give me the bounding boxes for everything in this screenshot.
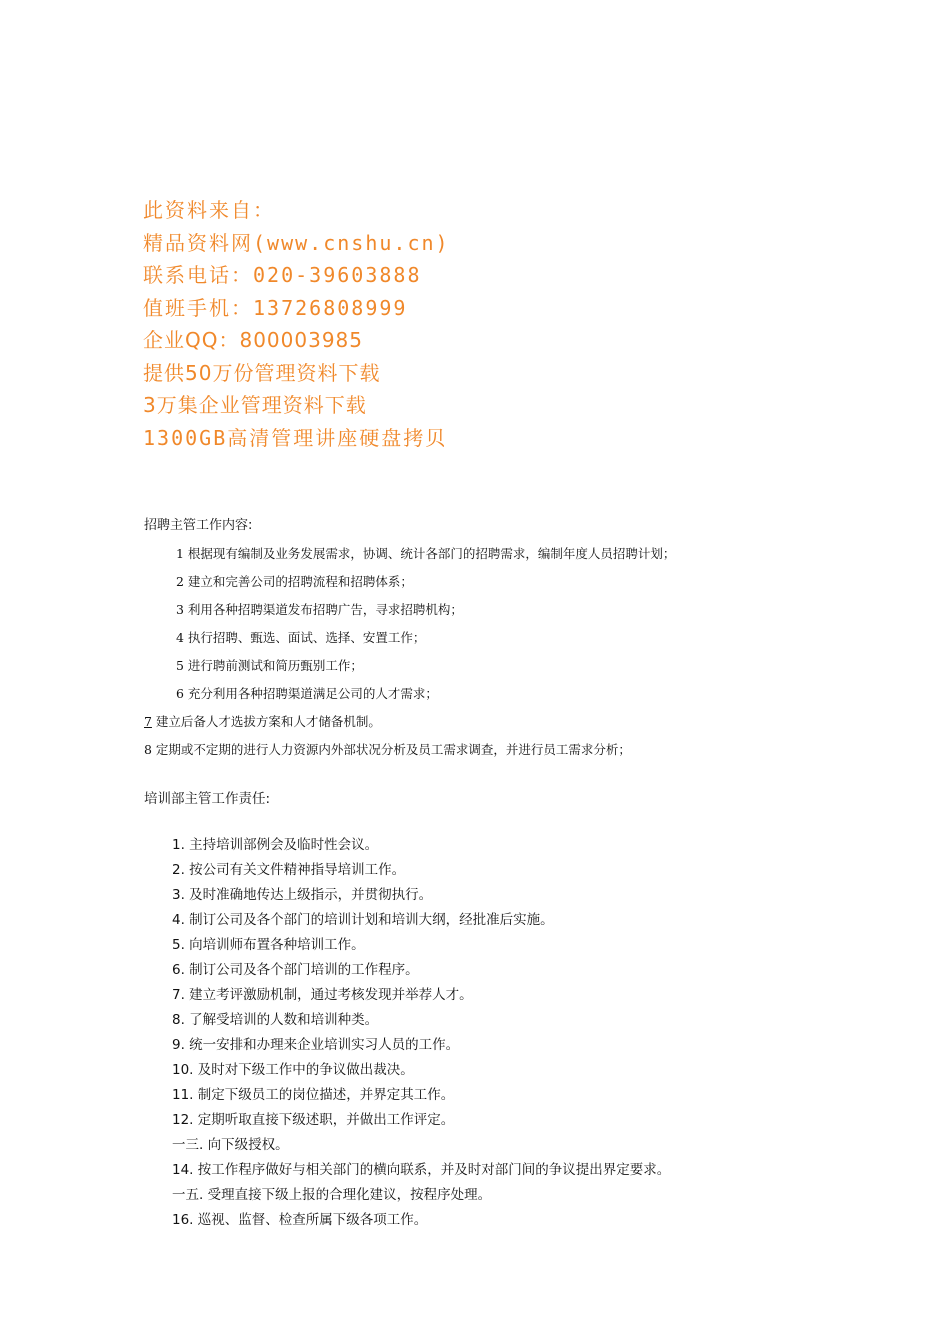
list-item: 6 充分利用各种招聘渠道满足公司的人才需求； — [176, 686, 438, 701]
training-list — [172, 833, 872, 1233]
recruiting-section-title: 招聘主管工作内容: — [144, 518, 253, 533]
list-item: 12. 定期听取直接下级述职，并做出工作评定。 — [172, 1112, 455, 1128]
list-item: 1 根据现有编制及业务发展需求，协调、统计各部门的招聘需求，编制年度人员招聘计划； — [176, 546, 676, 561]
list-item — [144, 711, 381, 733]
list-item: 6. 制订公司及各个部门培训的工作程序。 — [172, 962, 419, 978]
promo-line-offer-3: 1300GB高清管理讲座硬盘拷贝 — [143, 425, 448, 450]
list-item: 8. 了解受培训的人数和培训种类。 — [172, 1012, 379, 1028]
list-item-number: 7 — [144, 714, 152, 729]
list-item: 9. 统一安排和办理来企业培训实习人员的工作。 — [172, 1037, 460, 1053]
list-item: 5 进行聘前测试和简历甄别工作； — [176, 658, 363, 673]
list-item: 11. 制定下级员工的岗位描述，并界定其工作。 — [172, 1087, 455, 1103]
list-item: 4 执行招聘、甄选、面试、选择、安置工作； — [176, 630, 426, 645]
promo-line-offer-1: 提供50万份管理资料下载 — [143, 360, 381, 385]
promo-line-qq: 企业QQ：800003985 — [143, 328, 364, 352]
list-item: 8 定期或不定期的进行人力资源内外部状况分析及员工需求调查，并进行员工需求分析； — [144, 742, 631, 757]
list-item: 5. 向培训师布置各种培训工作。 — [172, 937, 365, 953]
list-item: 一五. 受理直接下级上报的合理化建议，按程序处理。 — [172, 1187, 492, 1203]
list-item: 2. 按公司有关文件精神指导培训工作。 — [172, 862, 406, 878]
list-item: 4. 制订公司及各个部门的培训计划和培训大纲，经批准后实施。 — [172, 912, 554, 928]
list-item: 14. 按工作程序做好与相关部门的横向联系，并及时对部门间的争议提出界定要求。 — [172, 1162, 671, 1178]
promo-line-website: 精品资料网(www.cnshu.cn) — [143, 230, 450, 255]
list-item: 3. 及时准确地传达上级指示，并贯彻执行。 — [172, 887, 433, 903]
list-item: 2 建立和完善公司的招聘流程和招聘体系； — [176, 574, 413, 589]
training-section-title: 培训部主管工作责任: — [144, 791, 271, 807]
list-item: 1. 主持培训部例会及临时性会议。 — [172, 837, 379, 853]
promo-line-source: 此资料来自： — [143, 198, 275, 222]
promo-line-mobile: 值班手机：13726808999 — [143, 295, 408, 320]
list-item: 10. 及时对下级工作中的争议做出裁决。 — [172, 1062, 414, 1078]
list-item-text: 建立后备人才选拔方案和人才储备机制。 — [151, 714, 381, 729]
list-item: 16. 巡视、监督、检查所属下级各项工作。 — [172, 1212, 428, 1228]
promo-block — [143, 194, 763, 454]
promo-line-offer-2: 3万集企业管理资料下载 — [143, 393, 367, 417]
list-item: 7. 建立考评激励机制，通过考核发现并举荐人才。 — [172, 987, 473, 1003]
list-item: 3 利用各种招聘渠道发布招聘广告，寻求招聘机构； — [176, 602, 463, 617]
promo-line-phone: 联系电话：020-39603888 — [143, 263, 422, 287]
list-item: 一三. 向下级授权。 — [172, 1137, 289, 1153]
